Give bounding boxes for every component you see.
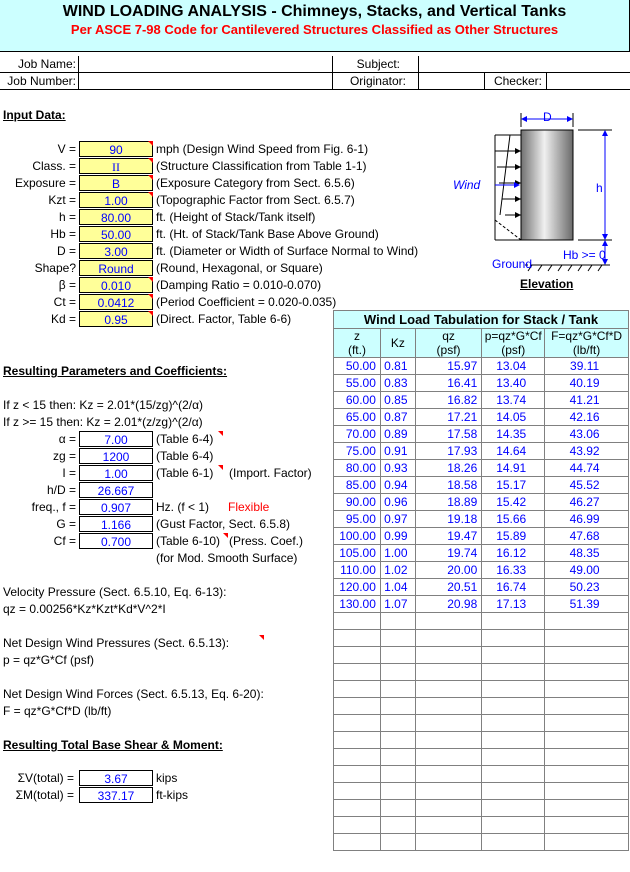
table-cell-empty: [380, 613, 415, 630]
comment-marker: [218, 465, 223, 470]
table-cell-empty: [545, 800, 629, 817]
table-cell-empty: [545, 783, 629, 800]
input-label-kzt: Kzt =: [48, 193, 76, 207]
input-class[interactable]: II: [79, 158, 153, 174]
table-cell: 0.91: [380, 443, 415, 460]
table-cell: 15.42: [482, 494, 545, 511]
result-desc-i: (Table 6-1): [156, 466, 214, 480]
table-cell: 0.96: [380, 494, 415, 511]
result-label-zg: zg =: [52, 449, 76, 463]
table-cell-empty: [545, 647, 629, 664]
table-cell-empty: [482, 681, 545, 698]
table-cell-empty: [415, 681, 481, 698]
table-cell: 50.00: [334, 358, 381, 375]
input-desc-v: mph (Design Wind Speed from Fig. 6-1): [156, 142, 369, 156]
table-row: [334, 392, 629, 409]
input-desc-hb: ft. (Ht. of Stack/Tank Base Above Ground): [156, 227, 379, 241]
stack-diagram: [440, 105, 630, 300]
table-cell: 0.83: [380, 375, 415, 392]
table-cell: 95.00: [334, 511, 381, 528]
table-cell-empty: [415, 732, 481, 749]
result-desc-alpha: (Table 6-4): [156, 432, 214, 446]
table-cell-empty: [545, 732, 629, 749]
net-pressure-title: Net Design Wind Pressures (Sect. 6.5.13):: [3, 636, 230, 650]
table-cell-empty: [545, 834, 629, 851]
results-heading: Resulting Parameters and Coefficients:: [3, 364, 228, 378]
input-kd[interactable]: 0.95: [79, 311, 153, 327]
table-row-empty: [334, 647, 629, 664]
input-label-d: D =: [56, 244, 76, 258]
table-cell-empty: [380, 766, 415, 783]
table-cell: 16.33: [482, 562, 545, 579]
table-cell: 13.40: [482, 375, 545, 392]
job-name-label: Job Name:: [17, 57, 76, 71]
table-row-empty: [334, 766, 629, 783]
table-cell-empty: [334, 715, 381, 732]
table-row: [334, 494, 629, 511]
table-cell: 18.58: [415, 477, 481, 494]
input-label-v: V =: [57, 142, 76, 156]
col-header-z: z (ft.): [334, 329, 381, 358]
h-dimension-label: h: [596, 181, 603, 195]
title-banner: [0, 0, 630, 52]
table-cell-empty: [380, 817, 415, 834]
table-cell-empty: [482, 698, 545, 715]
velocity-pressure-formula: qz = 0.00256*Kz*Kzt*Kd*V^2*I: [3, 602, 166, 616]
table-row: [334, 528, 629, 545]
comment-marker: [218, 431, 223, 436]
table-cell: 40.19: [545, 375, 629, 392]
job-number-field[interactable]: [80, 74, 330, 88]
table-cell: 75.00: [334, 443, 381, 460]
result-desc-g: (Gust Factor, Sect. 6.5.8): [156, 517, 291, 531]
table-cell: 19.18: [415, 511, 481, 528]
net-pressure-formula: p = qz*G*Cf (psf): [3, 653, 95, 667]
result-cf: 0.700: [79, 533, 153, 549]
table-cell-empty: [334, 766, 381, 783]
table-cell-empty: [482, 613, 545, 630]
table-row-empty: [334, 834, 629, 851]
comment-marker: [148, 175, 153, 180]
table-cell: 20.51: [415, 579, 481, 596]
table-cell-empty: [415, 613, 481, 630]
table-row-empty: [334, 698, 629, 715]
table-cell-empty: [334, 664, 381, 681]
table-cell-empty: [482, 817, 545, 834]
net-force-title: Net Design Wind Forces (Sect. 6.5.13, Eq. 6-20):: [3, 687, 264, 701]
table-cell-empty: [415, 715, 481, 732]
table-cell: 60.00: [334, 392, 381, 409]
table-cell-empty: [380, 800, 415, 817]
page-title: WIND LOADING ANALYSIS - Chimneys, Stacks, and Vertical Tanks: [62, 3, 567, 20]
elevation-label: Elevation: [520, 277, 574, 291]
result-label-cf: Cf =: [53, 534, 76, 548]
table-cell: 18.26: [415, 460, 481, 477]
table-cell: 0.99: [380, 528, 415, 545]
table-cell-empty: [415, 800, 481, 817]
table-cell-empty: [482, 766, 545, 783]
press-coef-note: (Press. Coef.): [229, 534, 304, 548]
table-cell-empty: [415, 698, 481, 715]
flexible-status: Flexible: [228, 500, 270, 514]
table-cell: 0.85: [380, 392, 415, 409]
table-cell: 0.81: [380, 358, 415, 375]
table-cell-empty: [415, 817, 481, 834]
table-cell-empty: [334, 800, 381, 817]
result-label-alpha: α =: [58, 432, 76, 446]
input-label-exposure: Exposure =: [14, 176, 76, 190]
table-row-empty: [334, 800, 629, 817]
table-cell: 18.89: [415, 494, 481, 511]
table-cell: 44.74: [545, 460, 629, 477]
table-cell-empty: [415, 664, 481, 681]
result-i: 1.00: [79, 465, 153, 481]
table-cell-empty: [482, 715, 545, 732]
col-header-f: F=qz*G*Cf*D (lb/ft): [545, 329, 629, 358]
table-row-empty: [334, 681, 629, 698]
table-cell-empty: [545, 749, 629, 766]
comment-marker: [148, 294, 153, 299]
base-moment-value: 337.17: [79, 787, 153, 803]
table-cell-empty: [334, 630, 381, 647]
table-cell: 45.52: [545, 477, 629, 494]
table-cell-empty: [545, 613, 629, 630]
table-cell: 16.41: [415, 375, 481, 392]
table-row: [334, 511, 629, 528]
table-cell-empty: [380, 834, 415, 851]
col-header-p: p=qz*G*Cf (psf): [482, 329, 545, 358]
table-cell: 16.12: [482, 545, 545, 562]
input-label-ct: Ct =: [53, 295, 76, 309]
net-force-formula: F = qz*G*Cf*D (lb/ft): [3, 704, 112, 718]
input-label-hb: Hb =: [50, 227, 76, 241]
table-row-empty: [334, 630, 629, 647]
input-label-h: h =: [58, 210, 76, 224]
table-cell: 0.87: [380, 409, 415, 426]
checker-field[interactable]: [548, 74, 628, 88]
table-cell-empty: [380, 630, 415, 647]
table-cell-empty: [415, 630, 481, 647]
table-cell-empty: [334, 834, 381, 851]
table-row: [334, 579, 629, 596]
table-cell: 110.00: [334, 562, 381, 579]
comment-marker: [223, 533, 228, 538]
table-cell-empty: [415, 749, 481, 766]
table-cell-empty: [334, 783, 381, 800]
table-cell: 46.99: [545, 511, 629, 528]
page-subtitle: Per ASCE 7-98 Code for Cantilevered Structures Classified as Other Structures: [70, 22, 559, 37]
input-h[interactable]: 80.00: [79, 209, 153, 225]
table-cell: 41.21: [545, 392, 629, 409]
table-cell: 19.47: [415, 528, 481, 545]
result-label-freq: freq., f =: [31, 500, 76, 514]
table-row: [334, 562, 629, 579]
d-dimension-label: D: [543, 110, 552, 124]
table-row: [334, 460, 629, 477]
input-heading: Input Data:: [3, 108, 66, 122]
table-cell: 15.89: [482, 528, 545, 545]
table-cell-empty: [545, 698, 629, 715]
base-shear-value: 3.67: [79, 770, 153, 786]
table-cell: 43.06: [545, 426, 629, 443]
base-shear-label: ΣV(total) =: [17, 771, 74, 785]
table-cell: 55.00: [334, 375, 381, 392]
table-cell: 70.00: [334, 426, 381, 443]
table-cell: 13.74: [482, 392, 545, 409]
subject-field[interactable]: [420, 57, 628, 71]
table-body: [334, 358, 629, 851]
table-cell: 14.35: [482, 426, 545, 443]
table-cell-empty: [545, 766, 629, 783]
table-cell: 0.89: [380, 426, 415, 443]
result-g: 1.166: [79, 516, 153, 532]
input-label-class: Class. =: [32, 159, 76, 173]
table-cell-empty: [482, 647, 545, 664]
table-cell: 47.68: [545, 528, 629, 545]
table-cell-empty: [334, 613, 381, 630]
subject-label: Subject:: [356, 57, 400, 71]
input-exposure[interactable]: B: [79, 175, 153, 191]
base-moment-label: ΣM(total) =: [15, 788, 74, 802]
table-cell: 20.00: [415, 562, 481, 579]
importance-note: (Import. Factor): [229, 466, 312, 480]
input-desc-class: (Structure Classification from Table 1-1): [156, 159, 367, 173]
table-cell: 15.97: [415, 358, 481, 375]
job-number-label: Job Number:: [7, 74, 76, 88]
table-title: Wind Load Tabulation for Stack / Tank: [334, 311, 629, 329]
table-cell-empty: [545, 664, 629, 681]
table-row: [334, 596, 629, 613]
table-row-empty: [334, 817, 629, 834]
table-cell: 17.21: [415, 409, 481, 426]
input-v[interactable]: 90: [79, 141, 153, 157]
input-desc-shape: (Round, Hexagonal, or Square): [156, 261, 323, 275]
table-cell: 65.00: [334, 409, 381, 426]
table-cell: 16.74: [482, 579, 545, 596]
comment-marker: [148, 277, 153, 282]
table-cell-empty: [482, 749, 545, 766]
base-moment-unit: ft-kips: [156, 788, 189, 802]
table-cell-empty: [415, 766, 481, 783]
table-row-empty: [334, 749, 629, 766]
table-cell-empty: [380, 647, 415, 664]
table-row-empty: [334, 732, 629, 749]
table-cell: 20.98: [415, 596, 481, 613]
table-cell: 14.64: [482, 443, 545, 460]
table-row: [334, 358, 629, 375]
table-cell: 17.93: [415, 443, 481, 460]
originator-label: Originator:: [349, 74, 406, 88]
table-cell-empty: [380, 664, 415, 681]
table-cell: 130.00: [334, 596, 381, 613]
table-row-empty: [334, 783, 629, 800]
originator-field[interactable]: [420, 74, 482, 88]
table-cell: 42.16: [545, 409, 629, 426]
table-cell-empty: [482, 630, 545, 647]
table-cell: 1.02: [380, 562, 415, 579]
table-cell: 1.04: [380, 579, 415, 596]
input-desc-beta: (Damping Ratio = 0.010-0.070): [156, 278, 322, 292]
table-cell-empty: [380, 698, 415, 715]
input-hb[interactable]: 50.00: [79, 226, 153, 242]
input-desc-kd: (Direct. Factor, Table 6-6): [156, 312, 292, 326]
kz-formula-2: If z >= 15 then: Kz = 2.01*(z/zg)^(2/α): [3, 415, 203, 429]
input-desc-d: ft. (Diameter or Width of Surface Normal to Wind): [156, 244, 419, 258]
table-cell-empty: [415, 834, 481, 851]
table-cell-empty: [380, 681, 415, 698]
input-kzt[interactable]: 1.00: [79, 192, 153, 208]
table-row-empty: [334, 715, 629, 732]
table-cell: 0.93: [380, 460, 415, 477]
table-cell: 46.27: [545, 494, 629, 511]
table-row: [334, 477, 629, 494]
table-cell: 13.04: [482, 358, 545, 375]
table-cell-empty: [334, 817, 381, 834]
wind-label: Wind: [453, 178, 481, 192]
table-row: [334, 545, 629, 562]
table-cell-empty: [545, 715, 629, 732]
table-cell-empty: [380, 732, 415, 749]
table-cell-empty: [380, 715, 415, 732]
ground-label: Ground: [492, 257, 533, 271]
input-desc-h: ft. (Height of Stack/Tank itself): [156, 210, 316, 224]
input-desc-exposure: (Exposure Category from Sect. 6.5.6): [156, 176, 355, 190]
table-cell: 48.35: [545, 545, 629, 562]
table-cell-empty: [334, 749, 381, 766]
input-desc-kzt: (Topographic Factor from Sect. 6.5.7): [156, 193, 355, 207]
table-cell: 50.23: [545, 579, 629, 596]
table-cell-empty: [334, 647, 381, 664]
table-cell-empty: [415, 783, 481, 800]
table-cell-empty: [380, 783, 415, 800]
col-header-qz: qz (psf): [415, 329, 481, 358]
table-cell: 43.92: [545, 443, 629, 460]
input-shape[interactable]: Round: [79, 260, 153, 276]
table-cell-empty: [482, 783, 545, 800]
input-beta[interactable]: 0.010: [79, 277, 153, 293]
table-cell: 19.74: [415, 545, 481, 562]
comment-marker: [148, 141, 153, 146]
table-cell: 15.66: [482, 511, 545, 528]
table-cell: 90.00: [334, 494, 381, 511]
table-cell: 17.58: [415, 426, 481, 443]
checker-label: Checker:: [493, 74, 542, 88]
comment-marker: [148, 158, 153, 163]
hb-label: Hb >= 0: [563, 248, 606, 262]
table-row-empty: [334, 613, 629, 630]
table-cell: 1.07: [380, 596, 415, 613]
input-desc-ct: (Period Coefficient = 0.020-0.035): [156, 295, 337, 309]
table-cell: 0.94: [380, 477, 415, 494]
table-cell-empty: [545, 630, 629, 647]
table-row: [334, 409, 629, 426]
result-label-i: I =: [62, 466, 76, 480]
table-cell-empty: [545, 817, 629, 834]
base-shear-unit: kips: [156, 771, 178, 785]
table-cell: 80.00: [334, 460, 381, 477]
table-cell-empty: [545, 681, 629, 698]
table-cell: 17.13: [482, 596, 545, 613]
table-cell: 105.00: [334, 545, 381, 562]
result-label-hd: h/D =: [46, 483, 76, 497]
table-cell-empty: [334, 732, 381, 749]
table-cell-empty: [482, 834, 545, 851]
input-ct[interactable]: 0.0412: [79, 294, 153, 310]
table-cell: 15.17: [482, 477, 545, 494]
base-shear-heading: Resulting Total Base Shear & Moment:: [3, 738, 223, 752]
result-hd: 26.667: [79, 482, 153, 498]
input-d[interactable]: 3.00: [79, 243, 153, 259]
table-cell: 16.82: [415, 392, 481, 409]
table-cell-empty: [334, 698, 381, 715]
comment-marker: [148, 311, 153, 316]
table-cell: 1.00: [380, 545, 415, 562]
result-desc-freq: Hz. (f < 1): [156, 500, 210, 514]
table-cell: 85.00: [334, 477, 381, 494]
table-cell: 0.97: [380, 511, 415, 528]
table-row-empty: [334, 664, 629, 681]
result-zg: 1200: [79, 448, 153, 464]
velocity-pressure-title: Velocity Pressure (Sect. 6.5.10, Eq. 6-13):: [3, 585, 227, 599]
input-label-beta: β =: [58, 278, 76, 292]
table-cell: 120.00: [334, 579, 381, 596]
result-label-g: G =: [56, 517, 76, 531]
cf-surface-note: (for Mod. Smooth Surface): [156, 551, 298, 565]
table-cell: 14.91: [482, 460, 545, 477]
job-name-field[interactable]: [80, 57, 330, 71]
table-row: [334, 375, 629, 392]
comment-marker: [148, 192, 153, 197]
wind-load-table: [333, 310, 629, 851]
table-cell: 39.11: [545, 358, 629, 375]
input-label-shape: Shape?: [34, 261, 76, 275]
col-header-kz: Kz: [380, 329, 415, 358]
table-cell-empty: [482, 800, 545, 817]
table-cell-empty: [415, 647, 481, 664]
table-row: [334, 426, 629, 443]
table-row: [334, 443, 629, 460]
input-label-kd: Kd =: [50, 312, 76, 326]
table-cell-empty: [482, 732, 545, 749]
kz-formula-1: If z < 15 then: Kz = 2.01*(15/zg)^(2/α): [3, 398, 204, 412]
table-cell-empty: [334, 681, 381, 698]
table-cell: 49.00: [545, 562, 629, 579]
table-cell: 14.05: [482, 409, 545, 426]
table-cell: 100.00: [334, 528, 381, 545]
result-desc-zg: (Table 6-4): [156, 449, 214, 463]
result-alpha: 7.00: [79, 431, 153, 447]
table-cell: 51.39: [545, 596, 629, 613]
result-freq: 0.907: [79, 499, 153, 515]
comment-marker: [259, 635, 264, 640]
result-desc-cf: (Table 6-10): [156, 534, 221, 548]
table-cell-empty: [482, 664, 545, 681]
table-cell-empty: [380, 749, 415, 766]
